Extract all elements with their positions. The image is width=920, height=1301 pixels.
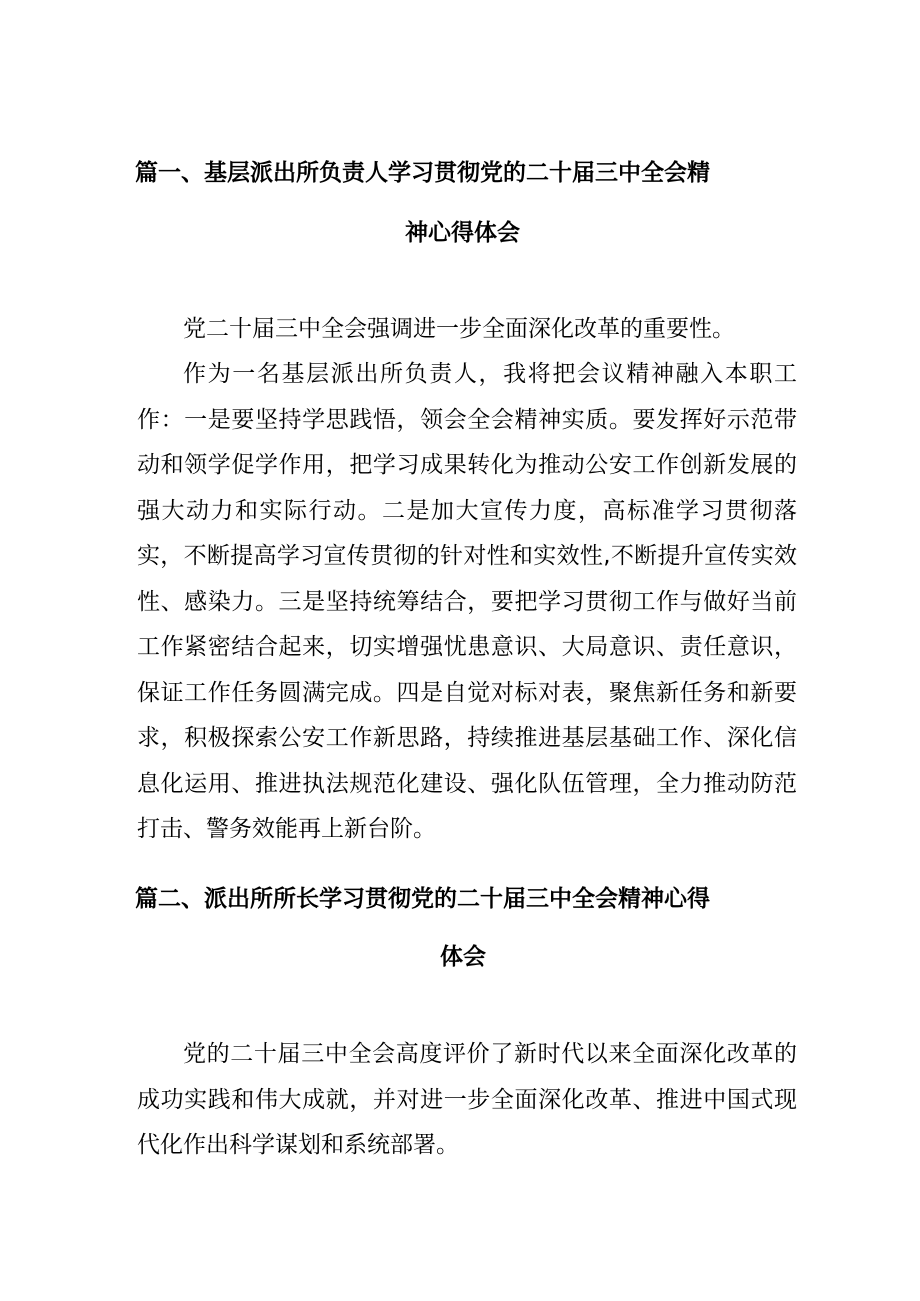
section1-title-line1: 篇一、基层派出所负责人学习贯彻党的二十届三中全会精 — [135, 160, 710, 186]
section2-title-line1: 篇二、派出所所长学习贯彻党的二十届三中全会精神心得 — [135, 886, 710, 912]
section1-paragraph-1: 党二十届三中全会强调进一步全面深化改革的重要性。 — [183, 316, 735, 342]
section1-title-line2: 神心得体会 — [405, 220, 520, 246]
section1-paragraph-2: 作为一名基层派出所负责人，我将把会议精神融入本职工作：一是要坚持学思践悟，领会全会精神实质。要发挥好示范带动和领学促学作用，把学习成果转化为推动公安工作创新发展的强大动力和实际行动。二是加大宣传力度，高标准学习贯彻落实，不断提高学习宣传贯彻的针对性和实效性,不断提升宣传实效性、感染力。三是坚持统筹结合，要把学习贯彻工作与做好当前工作紧密结合起来，切实增强忧患意识、大局意识、责任意识，保证工作任务圆满完成。四是自觉对标对表，聚焦新任务和新要求，积极探索公安工作新思路，持续推进基层基础工作、深化信息化运用、推进执法规范化建设、强化队伍管理，全力推动防范打击、警务效能再上新台阶。 — [137, 361, 797, 842]
section2-paragraph-1: 党的二十届三中全会高度评价了新时代以来全面深化改革的成功实践和伟大成就，并对进一步全面深化改革、推进中国式现代化作出科学谋划和系统部署。 — [137, 1041, 797, 1158]
section2-title-line2: 体会 — [440, 944, 486, 970]
